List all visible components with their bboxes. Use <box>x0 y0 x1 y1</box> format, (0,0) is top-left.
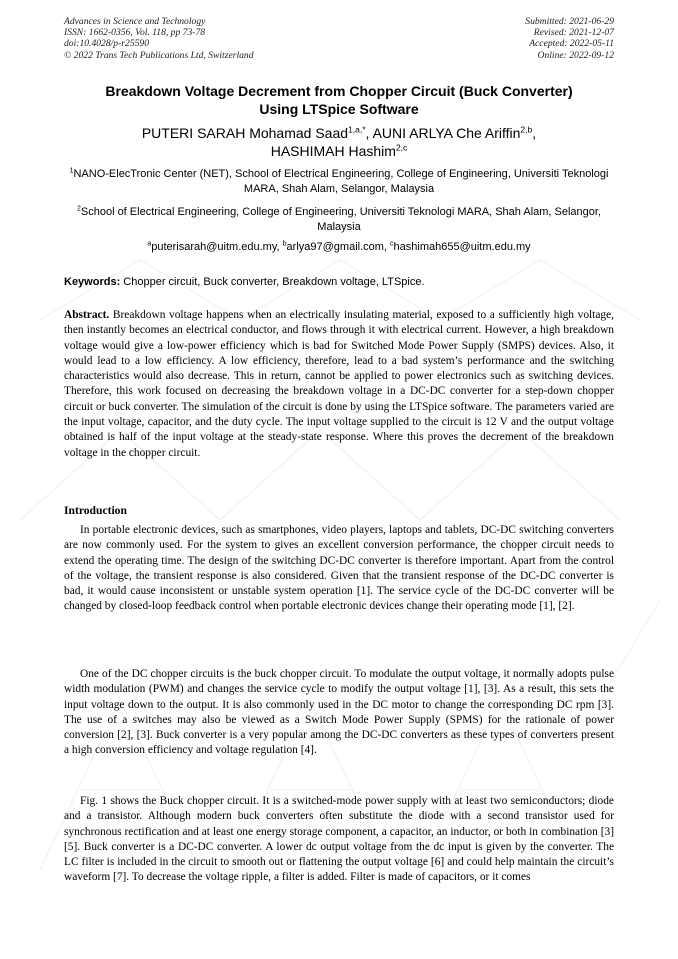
author-3-name: HASHIMAH Hashim <box>270 143 396 159</box>
doi-line: doi:10.4028/p-r25590 <box>64 38 150 50</box>
author-1-sup: 1,a,* <box>348 124 366 135</box>
email-b[interactable]: arlya97@gmail.com, <box>286 241 391 253</box>
title-line-1: Breakdown Voltage Decrement from Chopper Circuit (Buck Converter) <box>105 83 573 99</box>
affiliation-1-text: NANO-ElecTronic Center (NET), School of Electrical Engineering, College of Engineering, Universiti Teknologi MARA, Shah Alam, Selangor, Malaysia <box>73 168 609 195</box>
author-emails <box>64 240 614 255</box>
author-2-name: AUNI ARLYA Che Ariffin <box>372 125 521 141</box>
author-1-name: PUTERI SARAH Mohamad Saad <box>141 125 349 141</box>
abstract-label: Abstract. <box>64 309 110 321</box>
email-c-sup: c <box>390 240 394 248</box>
submitted-date: Submitted: 2021-06-29 <box>525 16 614 27</box>
keywords-label: Keywords: <box>64 276 121 288</box>
affiliation-2-sup: 2 <box>76 205 81 213</box>
intro-paragraph-3: Fig. 1 shows the Buck chopper circuit. It is a switched-mode power supply with at least two semiconductors; diode and a transistor. Although modern buck converters often substitute the diode with a second transistor used for synchronous rectification and at least one energy storage component, a capacitor, an inductor, or both in combination [3] [5]. Buck converter is a DC-DC converter. A lower dc output voltage from the dc input is given by the converter. The LC filter is included in the circuit to smooth out or flattening the output voltage [6] and could help maintain the circuit’s waveform [7]. To decrease the voltage ripple, a filter is added. Filter is made of capacitors, or it comes <box>64 795 614 884</box>
author-3-sup: 2,c <box>395 142 408 153</box>
accepted-date: Accepted: 2022-05-11 <box>529 38 614 50</box>
affiliation-2 <box>64 205 614 235</box>
affiliation-1-sup: 1 <box>69 167 74 175</box>
keywords <box>64 275 614 290</box>
author-separator: , <box>365 125 373 141</box>
intro-paragraph-2: One of the DC chopper circuits is the buck chopper circuit. To modulate the output voltage, it normally adopts pulse width modulation (PWM) and changes the service cycle to modify the output voltage [1], [3]. As a result, this sets the input voltage down to the output. It is also commonly used in the DC motor to change the corresponding DC rpm [3]. The use of a switches may also be viewed as a Switch Mode Power Supply (SPMS) for the rationale of power conversion [2], [3]. Buck converter is a very popular among the DC-DC converters as these types of converters present a high conversion efficiency and voltage regulation [4]. <box>64 668 614 757</box>
journal-name: Advances in Science and Technology <box>64 16 206 27</box>
keywords-text: Chopper circuit, Buck converter, Breakdown voltage, LTSpice. <box>120 276 425 288</box>
section-heading-introduction: Introduction <box>64 504 127 517</box>
issn-line: ISSN: 1662-0356, Vol. 118, pp 73-78 <box>64 27 206 39</box>
publication-dates <box>525 16 614 61</box>
title-line-2: Using LTSpice Software <box>259 101 419 117</box>
abstract-text: Breakdown voltage happens when an electrically insulating material, exposed to a sufficiently high voltage, then instantly becomes an electrical conductor, and flows through it with electrical current. However, a high breakdown voltage would give a low-power efficiency which is bad for Switched Mode Power Supply (SMPS) devices. Also, it would lead to a low efficiency. A low efficiency, therefore, lead to a bad system’s performance and the switching characteristics would also decrease. This in return, cannot be applied to power electronics such as switching devices. Therefore, this work focused on decreasing the breakdown voltage in a DC-DC converter for a step-down chopper circuit or buck converter. The simulation of the circuit is done by using the LTSpice software. The parameters varied are the input voltage, capacitor, and the duty cycle. The input voltage supplied to the circuit is 12 V and the output voltage obtained is half of the input voltage at the steady-state response. Where this proves the decrement of the breakdown voltage in the chopper circuit. <box>64 309 614 459</box>
email-b-sup: b <box>282 240 287 248</box>
copyright-line: © 2022 Trans Tech Publications Ltd, Switzerland <box>64 49 254 61</box>
abstract <box>64 308 614 461</box>
revised-date: Revised: 2021-12-07 <box>533 27 614 39</box>
paper-title <box>40 82 638 118</box>
affiliation-2-text: School of Electrical Engineering, College of Engineering, Universiti Teknologi MARA, Shah Alam, Selangor, Malaysia <box>80 206 602 233</box>
journal-info <box>64 16 254 61</box>
online-date: Online: 2022-09-12 <box>537 49 614 61</box>
email-c[interactable]: hashimah655@uitm.edu.my <box>393 241 531 253</box>
email-a[interactable]: puterisarah@uitm.edu.my, <box>151 241 283 253</box>
author-2-sup: 2,b <box>520 124 533 135</box>
author-separator: , <box>532 125 537 141</box>
affiliation-1 <box>64 167 614 197</box>
email-a-sup: a <box>147 240 152 248</box>
author-list <box>40 124 638 160</box>
intro-paragraph-1: In portable electronic devices, such as smartphones, video players, laptops and tablets, DC-DC switching converters are now commonly used. For the system to gives an excellent conversion performance, the chopper circuit needs to extend the operating time. The design of the switching DC-DC converter is therefore important. Apart from the control of the voltage, the transient response is also considered. Given that the transient response of the DC-DC converter is bad, it would cause inconsistent or unstable system operation [1]. The service cycle of the DC-DC converter will be changed by closed-loop feedback control when portable electronic devices change their operating mode [1], [2]. <box>64 524 614 613</box>
